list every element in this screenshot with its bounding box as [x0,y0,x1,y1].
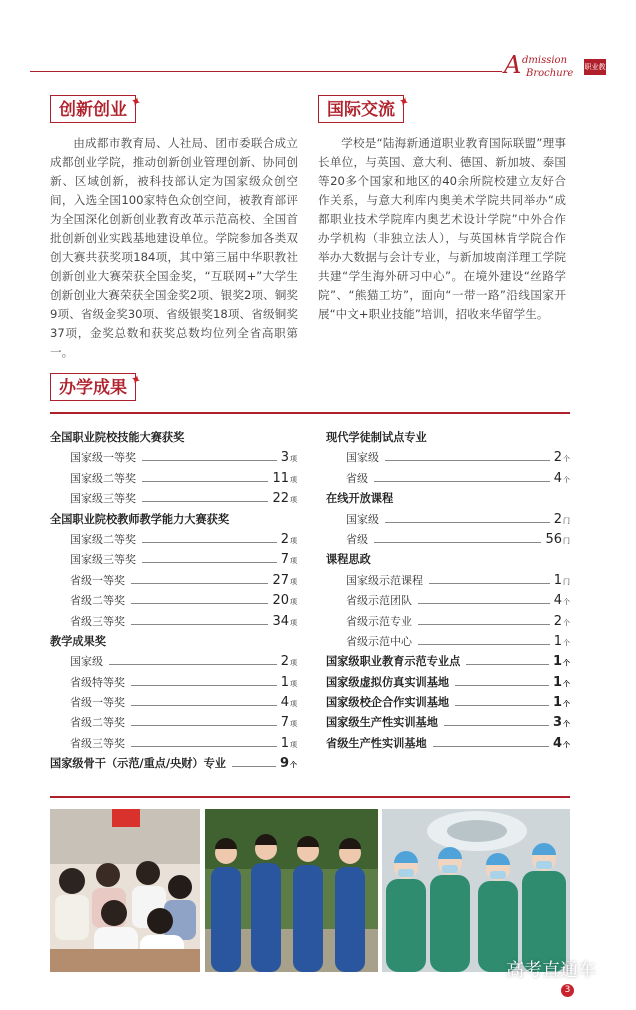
item-label: 国家级骨干（示范/重点/央财）专业 [50,757,226,771]
item-value [281,693,297,714]
value-unit: 项 [290,557,297,566]
value-unit: 个 [563,679,570,688]
value-number: 9 [279,756,289,772]
leader-line [455,705,549,706]
watermark-text: 高考直通车 [506,960,596,981]
value-number: 1 [552,674,562,690]
item-label: 国家级生产性实训基地 [326,716,438,730]
leader-line [142,481,268,482]
item-value [554,448,570,469]
value-number: 22 [272,491,289,507]
section-title-international: 国际交流 [327,100,395,120]
value-unit: 项 [290,679,297,688]
value-number: 4 [280,695,289,711]
brand-line2: Brochure [526,68,574,79]
header-rule [30,71,502,72]
item-value [554,612,570,633]
leader-line [232,766,276,767]
list-item [326,632,570,652]
item-label: 省级 [346,471,368,485]
list-item [50,448,297,468]
value-number: 1 [552,654,562,670]
section-tag-results [50,371,144,401]
brand-letter: A [504,51,522,79]
value-unit: 项 [290,598,297,607]
value-unit: 项 [290,618,297,627]
leader-line [444,725,549,726]
list-heading [50,632,297,652]
value-number: 27 [272,572,289,588]
item-label: 省级示范中心 [346,634,412,648]
value-unit: 个 [563,598,570,607]
value-number: 7 [280,552,289,568]
leader-line [131,624,268,625]
swoosh-icon: ✦ [128,371,144,390]
leader-line [385,522,550,523]
leader-line [142,562,277,563]
value-unit: 项 [290,659,297,668]
item-value [554,591,570,612]
results-bottom-rule [50,796,570,798]
item-label: 在线开放课程 [326,492,394,506]
value-number: 2 [280,654,289,670]
item-label: 省级三等奖 [70,614,125,628]
leader-line [142,501,268,502]
item-value [281,713,297,734]
value-number: 1 [280,674,289,690]
item-value [272,469,297,490]
value-unit: 个 [563,638,570,647]
list-item [326,469,570,489]
brand-line1: dmission [522,55,568,66]
item-value [280,754,297,775]
list-item [326,510,570,530]
item-value [272,489,297,510]
value-unit: 门 [563,577,570,586]
list-item [50,693,297,713]
flight-attendants-photo [205,809,378,972]
value-number: 1 [553,572,562,588]
value-number: 7 [280,715,289,731]
item-value [554,469,570,490]
list-item [326,612,570,632]
leader-line [131,603,268,604]
list-heading [50,754,297,774]
leader-line [418,644,550,645]
swoosh-icon: ✦ [128,93,144,112]
value-unit: 个 [563,618,570,627]
list-heading [326,693,570,713]
item-value [272,571,297,592]
leader-line [131,685,277,686]
value-unit: 个 [563,720,570,729]
item-value [281,550,297,571]
value-number: 34 [272,613,289,629]
students-photo [50,809,200,972]
section-title-results: 办学成果 [59,378,127,398]
leader-line [109,664,277,665]
leader-line [142,542,277,543]
value-number: 20 [272,593,289,609]
leader-line [142,460,277,461]
list-item [50,489,297,509]
item-label: 国家级示范课程 [346,573,423,587]
item-label: 国家级二等奖 [70,532,136,546]
achievements-right-list [326,428,570,754]
leader-line [433,746,549,747]
page-number: 3 [561,984,574,997]
leader-line [429,583,550,584]
list-item [50,612,297,632]
leader-line [466,664,549,665]
value-unit: 项 [290,536,297,545]
achievements-left-list [50,428,297,775]
surgery-training-photo [382,809,570,972]
international-paragraph: 学校是“陆海新通道职业教育国际联盟”理事长单位，与英国、意大利、德国、新加坡、泰国等20多个国家和地区的40余所院校建立友好合作关系，与意大利库内奥美术学院共同举办“成都职业技术学院库内奥艺术设计学院”中外合作办学机构（非独立法人），与英国林肯学院合作举办大数据与会计专业，与新加坡南洋理工学院共建“学生海外研习中心”。在境外建设“丝路学院”、“熊猫工坊”，面向“一带一路”沿线国家开展“中文+职业技能”培训，招收来华留学生。 [318,136,566,321]
list-heading [50,428,297,448]
section-tag-innovation [50,93,144,123]
value-unit: 个 [563,700,570,709]
list-item [50,673,297,693]
item-label: 现代学徒制试点专业 [326,431,427,444]
value-unit: 门 [563,536,570,545]
value-unit: 项 [290,455,297,464]
item-label: 国家级二等奖 [70,471,136,485]
value-unit: 项 [290,496,297,505]
item-value [281,673,297,694]
value-unit: 项 [290,475,297,484]
item-value [272,612,297,633]
leader-line [131,746,277,747]
list-item [326,571,570,591]
list-item [50,571,297,591]
list-item [50,652,297,672]
value-unit: 门 [563,516,570,525]
item-label: 省级二等奖 [70,716,125,730]
leader-line [418,603,550,604]
item-value [281,652,297,673]
value-unit: 个 [563,659,570,668]
value-unit: 个 [563,475,570,484]
item-label: 省级示范团队 [346,594,412,608]
value-unit: 个 [563,740,570,749]
value-number: 2 [280,531,289,547]
item-label: 国家级三等奖 [70,492,136,506]
list-item [50,550,297,570]
value-number: 56 [545,531,562,547]
item-value [554,571,570,592]
leader-line [131,705,277,706]
item-label: 国家级 [346,512,379,526]
swoosh-icon: ✦ [396,93,412,112]
item-label: 省级示范专业 [346,614,412,628]
item-value [554,510,570,531]
list-item [50,469,297,489]
section-tag-international [318,93,412,123]
item-label: 省级二等奖 [70,594,125,608]
list-heading [326,489,570,509]
item-label: 国家级三等奖 [70,553,136,567]
list-heading [50,510,297,530]
list-item [50,591,297,611]
item-label: 省级一等奖 [70,573,125,587]
list-heading [326,713,570,733]
item-value [553,693,570,714]
list-item [50,530,297,550]
item-label: 全国职业院校技能大赛获奖 [50,431,185,444]
list-item [50,734,297,754]
item-label: 省级生产性实训基地 [326,736,427,750]
item-value [272,591,297,612]
list-heading [326,673,570,693]
value-number: 4 [553,593,562,609]
value-number: 11 [272,470,289,486]
value-number: 1 [552,695,562,711]
list-heading [326,550,570,570]
value-number: 4 [553,470,562,486]
list-item [50,713,297,733]
item-value [554,632,570,653]
value-number: 3 [280,450,289,466]
value-number: 1 [280,735,289,751]
item-value [553,673,570,694]
leader-line [374,481,550,482]
value-number: 3 [552,715,562,731]
item-label: 国家级 [70,655,103,669]
list-item [326,530,570,550]
item-value [553,713,570,734]
innovation-paragraph: 由成都市教育局、人社局、团市委联合成立成都创业学院，推动创新创业管理创新、协同创新、区域创新，被科技部认定为国家级众创空间，入选全国100家特色众创空间，被教育部评为全国深化创新创业教育改革示范高校、全国首批创新创业实践基地建设单位。学院参加各类双创大赛共获奖项184项，其中第三届中华职教社创新创业大赛荣获全国金奖，“互联网+”大学生创新创业大赛荣获全国金奖2项、银奖2项、铜奖9项、省级金奖30项、省级银奖18项、省级铜奖37项，金奖总数和获奖总数均位列全省高职第一。 [50,136,298,359]
item-label: 省级三等奖 [70,736,125,750]
item-label: 课程思政 [326,553,371,567]
leader-line [455,685,549,686]
list-item [326,448,570,468]
item-value [281,530,297,551]
item-value [553,652,570,673]
item-value [281,448,297,469]
admission-brochure-logo [504,52,606,86]
list-heading [326,428,570,448]
value-unit: 项 [290,577,297,586]
item-label: 国家级 [346,451,379,465]
leader-line [385,460,550,461]
leader-line [374,542,541,543]
item-label: 省级特等奖 [70,675,125,689]
item-label: 国家级虚拟仿真实训基地 [326,675,450,689]
value-unit: 项 [290,740,297,749]
item-label: 省级一等奖 [70,696,125,710]
item-value [545,530,570,551]
value-number: 1 [553,633,562,649]
value-number: 4 [552,735,562,751]
value-unit: 个 [290,761,297,770]
section-title-innovation: 创新创业 [59,100,127,120]
value-unit: 项 [290,720,297,729]
value-number: 2 [553,450,562,466]
leader-line [131,583,268,584]
list-heading [326,652,570,672]
leader-line [418,624,550,625]
value-unit: 个 [563,455,570,464]
item-value [281,734,297,755]
value-number: 2 [553,613,562,629]
leader-line [131,725,277,726]
list-item [326,591,570,611]
item-label: 省级 [346,532,368,546]
list-heading [326,734,570,754]
item-label: 国家级一等奖 [70,451,136,465]
item-label: 国家级职业教育示范专业点 [326,655,461,669]
value-number: 2 [553,511,562,527]
brand-badge: 职业教育 [584,59,606,75]
item-value [553,734,570,755]
value-unit: 项 [290,700,297,709]
results-top-rule [50,412,570,414]
item-label: 全国职业院校教师教学能力大赛获奖 [50,512,230,526]
item-label: 国家级校企合作实训基地 [326,696,450,710]
item-label: 教学成果奖 [50,634,106,648]
